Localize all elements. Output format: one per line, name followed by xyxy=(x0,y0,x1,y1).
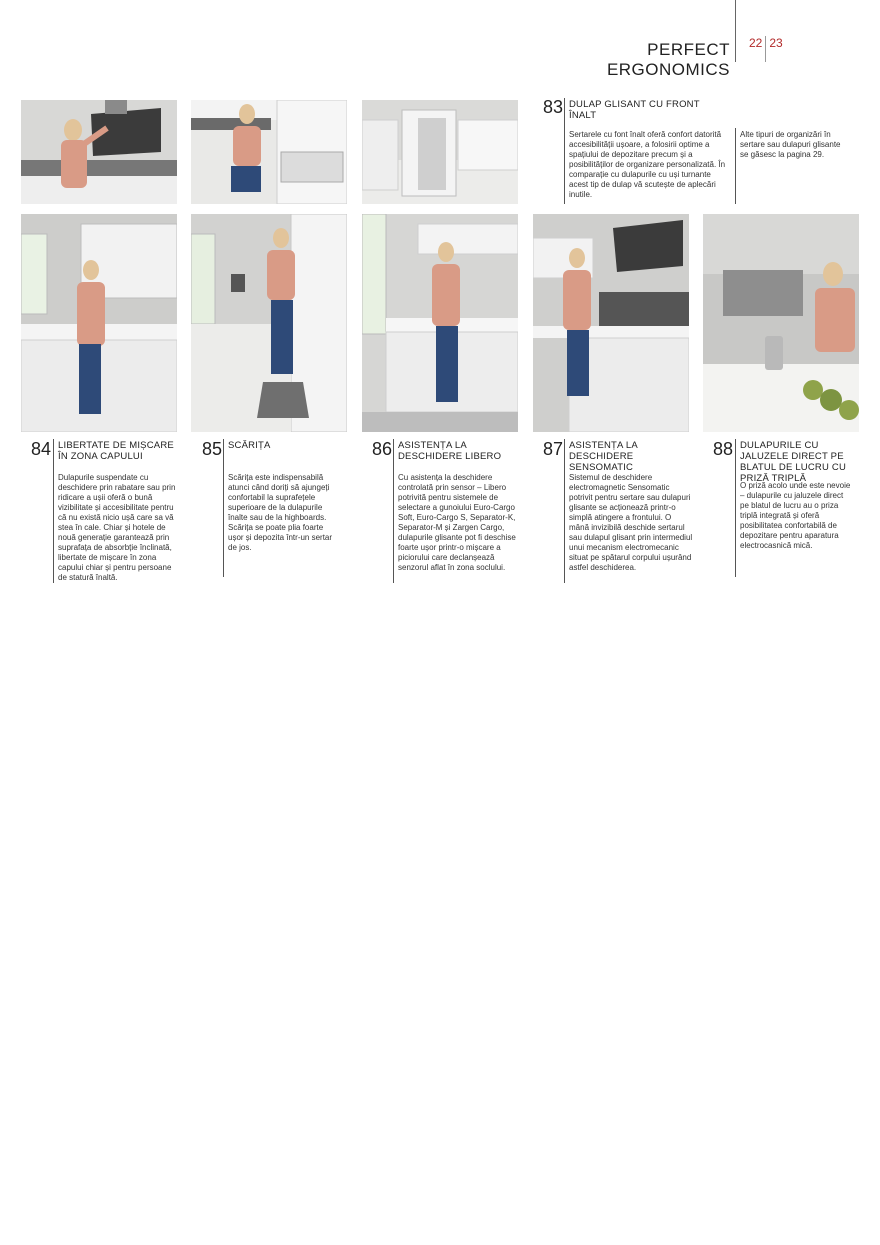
header-divider xyxy=(735,0,736,62)
page-number-divider xyxy=(765,36,766,62)
photo-tall-pullout xyxy=(362,100,518,204)
item-body-85: Scărița este indispensabilă atunci când doriți să ajungeți confortabil la suprafețele superioare de la dulapurile înalte sau de la highboards. Scărița se poate plia foarte ușor și depozita într-un sertar de jos. xyxy=(228,473,333,552)
item-title-86: ASISTENȚA LA DESCHIDERE LIBERO xyxy=(398,440,502,462)
item-body-88: O priză acolo unde este nevoie – dulapurile cu jaluzele direct pe blatul de lucru au o priza triplă integrată și oferă posibilitatea confortabilă de depozitare pentru aparatura electrocasnică mică. xyxy=(740,481,851,550)
photo-wall-cabinet xyxy=(21,214,177,432)
page-numbers xyxy=(749,36,783,62)
item-divider-85 xyxy=(223,439,224,577)
item-number-83: 83 xyxy=(543,97,564,117)
photo-roller-shutter xyxy=(703,214,859,432)
photo-step-ladder xyxy=(191,214,347,432)
item-title-83: DULAP GLISANT CU FRONT ÎNALT xyxy=(569,99,700,121)
item-title-88: DULAPURILE CU JALUZELE DIRECT PE BLATUL DE LUCRU CU PRIZĂ TRIPLĂ xyxy=(740,440,847,484)
item-number-88: 88 xyxy=(713,439,734,459)
photo-libero xyxy=(362,214,518,432)
page-number-left: 22 xyxy=(749,36,763,50)
page-title: PERFECT ERGONOMICS xyxy=(606,40,730,79)
item-divider-84 xyxy=(53,439,54,583)
item-divider-83 xyxy=(564,98,565,204)
item-number-87: 87 xyxy=(543,439,564,459)
photo-drawer-kneeling xyxy=(191,100,347,204)
item-body-84: Dulapurile suspendate cu deschidere prin rabatare sau prin ridicare a ușii oferă o bună vizibilitate și accesibilitate pentru că nu există nicio ușă care sa vă stea în cale. Chiar și hotele de nouă generație garantează prin suprafața de absorbție înclinată, libertate de mișcare în zona capului chiar și pentru persoane de statură înaltă. xyxy=(58,473,176,582)
item-note-83: Alte tipuri de organizări în sertare sau dulapuri glisante se găsesc la pagina 29. xyxy=(740,130,841,159)
item-number-86: 86 xyxy=(372,439,393,459)
item-body-87: Sistemul de deschidere electromagnetic Sensomatic potrivit pentru sertare sau dulapuri glisante se acționează printr-o simplă atingere a frontului. O mână invizibilă deschide sertarul sau dulapul glisant prin intermediul unui mecanism electromecanic situat pe spătarul corpului ușurând astfel deschiderea. xyxy=(569,473,693,572)
item-body-83: Sertarele cu font înalt oferă confort datorită accesibilității ușoare, a folosirii optime a spațiului de depozitare precum și a posibilităților de organizare personalizată. În comparație cu dulapurile cu uși turnante acest tip de dulap vă scutește de aplecări inutile. xyxy=(569,130,726,199)
item-divider-87 xyxy=(564,439,565,583)
photo-range-hood xyxy=(21,100,177,204)
item-body-86: Cu asistența la deschidere controlată prin sensor – Libero potrivită pentru sistemele de selectare a gunoiului Euro-Cargo Soft, Euro-Cargo S, Separator-K, Separator-M și Zargen Cargo, dulapurile glisante pot fi deschise foarte ușor printr-o mișcare a piciorului care declanșează senzorul aflat în zona soclului. xyxy=(398,473,516,572)
item-number-84: 84 xyxy=(31,439,52,459)
page-number-right: 23 xyxy=(769,36,783,50)
item-title-85: SCĂRIȚA xyxy=(228,440,271,451)
item-title-87: ASISTENȚA LA DESCHIDERE SENSOMATIC xyxy=(569,440,638,473)
photo-sensomatic xyxy=(533,214,689,432)
note-divider-83 xyxy=(735,128,736,204)
item-title-84: LIBERTATE DE MIȘCARE ÎN ZONA CAPULUI xyxy=(58,440,174,462)
item-number-85: 85 xyxy=(202,439,223,459)
item-divider-86 xyxy=(393,439,394,583)
item-divider-88 xyxy=(735,439,736,577)
